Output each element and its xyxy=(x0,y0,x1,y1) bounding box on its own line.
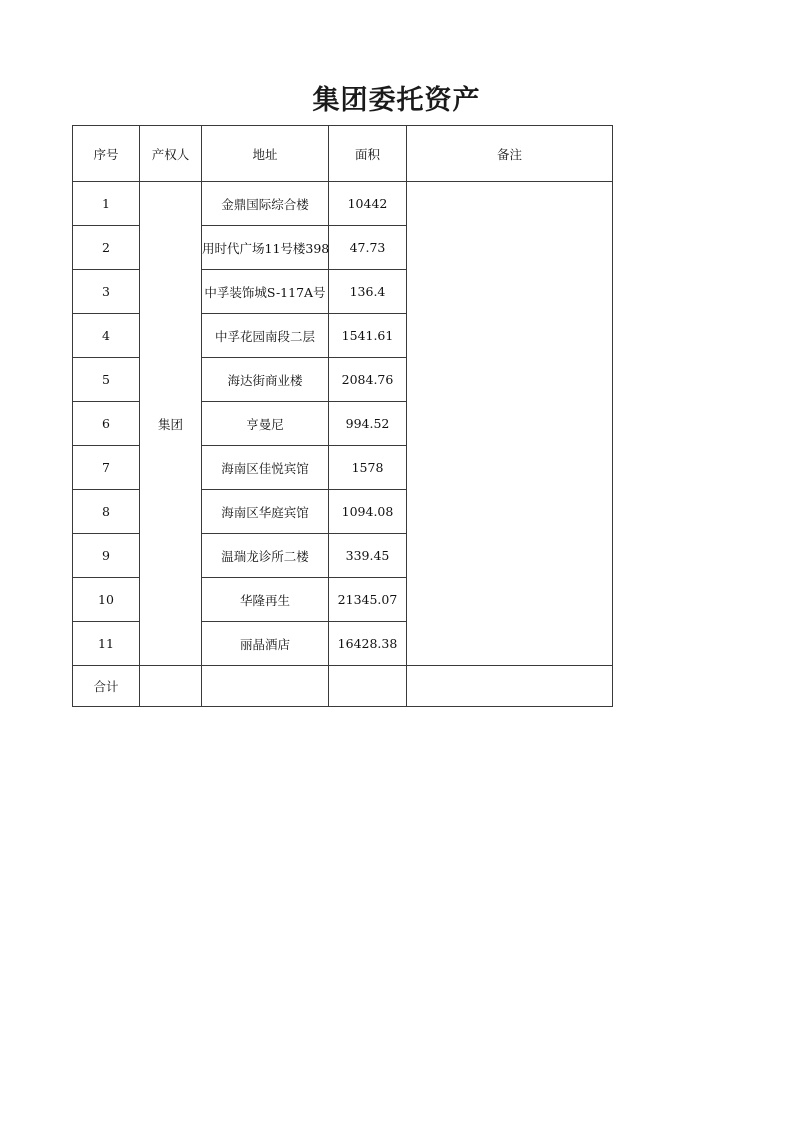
cell-index: 6 xyxy=(73,402,140,446)
cell-area: 339.45 xyxy=(329,534,407,578)
cell-index: 7 xyxy=(73,446,140,490)
column-header-index: 序号 xyxy=(73,126,140,182)
cell-area: 2084.76 xyxy=(329,358,407,402)
cell-address: 金鼎国际综合楼 xyxy=(202,182,329,226)
cell-area: 994.52 xyxy=(329,402,407,446)
asset-table-container xyxy=(72,125,612,707)
cell-index: 9 xyxy=(73,534,140,578)
table-header-row xyxy=(73,126,613,182)
cell-address: 亨曼尼 xyxy=(202,402,329,446)
cell-area: 21345.07 xyxy=(329,578,407,622)
cell-total-owner xyxy=(140,666,202,707)
table-body xyxy=(73,182,613,707)
cell-index: 1 xyxy=(73,182,140,226)
cell-index: 10 xyxy=(73,578,140,622)
column-header-area: 面积 xyxy=(329,126,407,182)
cell-index: 2 xyxy=(73,226,140,270)
cell-index: 3 xyxy=(73,270,140,314)
cell-area: 1541.61 xyxy=(329,314,407,358)
cell-address: 用时代广场11号楼398 xyxy=(202,226,329,270)
cell-address: 温瑞龙诊所二楼 xyxy=(202,534,329,578)
cell-address: 海南区佳悦宾馆 xyxy=(202,446,329,490)
cell-owner-merged: 集团 xyxy=(140,182,202,666)
column-header-note: 备注 xyxy=(407,126,613,182)
cell-index: 4 xyxy=(73,314,140,358)
cell-total-note xyxy=(407,666,613,707)
cell-address: 华隆再生 xyxy=(202,578,329,622)
cell-area: 47.73 xyxy=(329,226,407,270)
cell-area: 16428.38 xyxy=(329,622,407,666)
cell-area: 1094.08 xyxy=(329,490,407,534)
table-total-row xyxy=(73,666,613,707)
cell-area: 1578 xyxy=(329,446,407,490)
cell-address: 海南区华庭宾馆 xyxy=(202,490,329,534)
cell-address: 中孚花园南段二层 xyxy=(202,314,329,358)
cell-index: 11 xyxy=(73,622,140,666)
cell-index: 8 xyxy=(73,490,140,534)
cell-index: 5 xyxy=(73,358,140,402)
cell-area: 136.4 xyxy=(329,270,407,314)
cell-total-address xyxy=(202,666,329,707)
cell-area: 10442 xyxy=(329,182,407,226)
cell-total-area xyxy=(329,666,407,707)
page-title: 集团委托资产 xyxy=(312,85,481,116)
table-header xyxy=(73,126,613,182)
cell-total-label: 合计 xyxy=(73,666,140,707)
cell-address: 海达街商业楼 xyxy=(202,358,329,402)
asset-table xyxy=(72,125,613,707)
table-row xyxy=(73,182,613,226)
cell-address: 丽晶酒店 xyxy=(202,622,329,666)
column-header-address: 地址 xyxy=(202,126,329,182)
cell-address: 中孚装饰城S-117A号 xyxy=(202,270,329,314)
column-header-owner: 产权人 xyxy=(140,126,202,182)
cell-note-merged xyxy=(407,182,613,666)
